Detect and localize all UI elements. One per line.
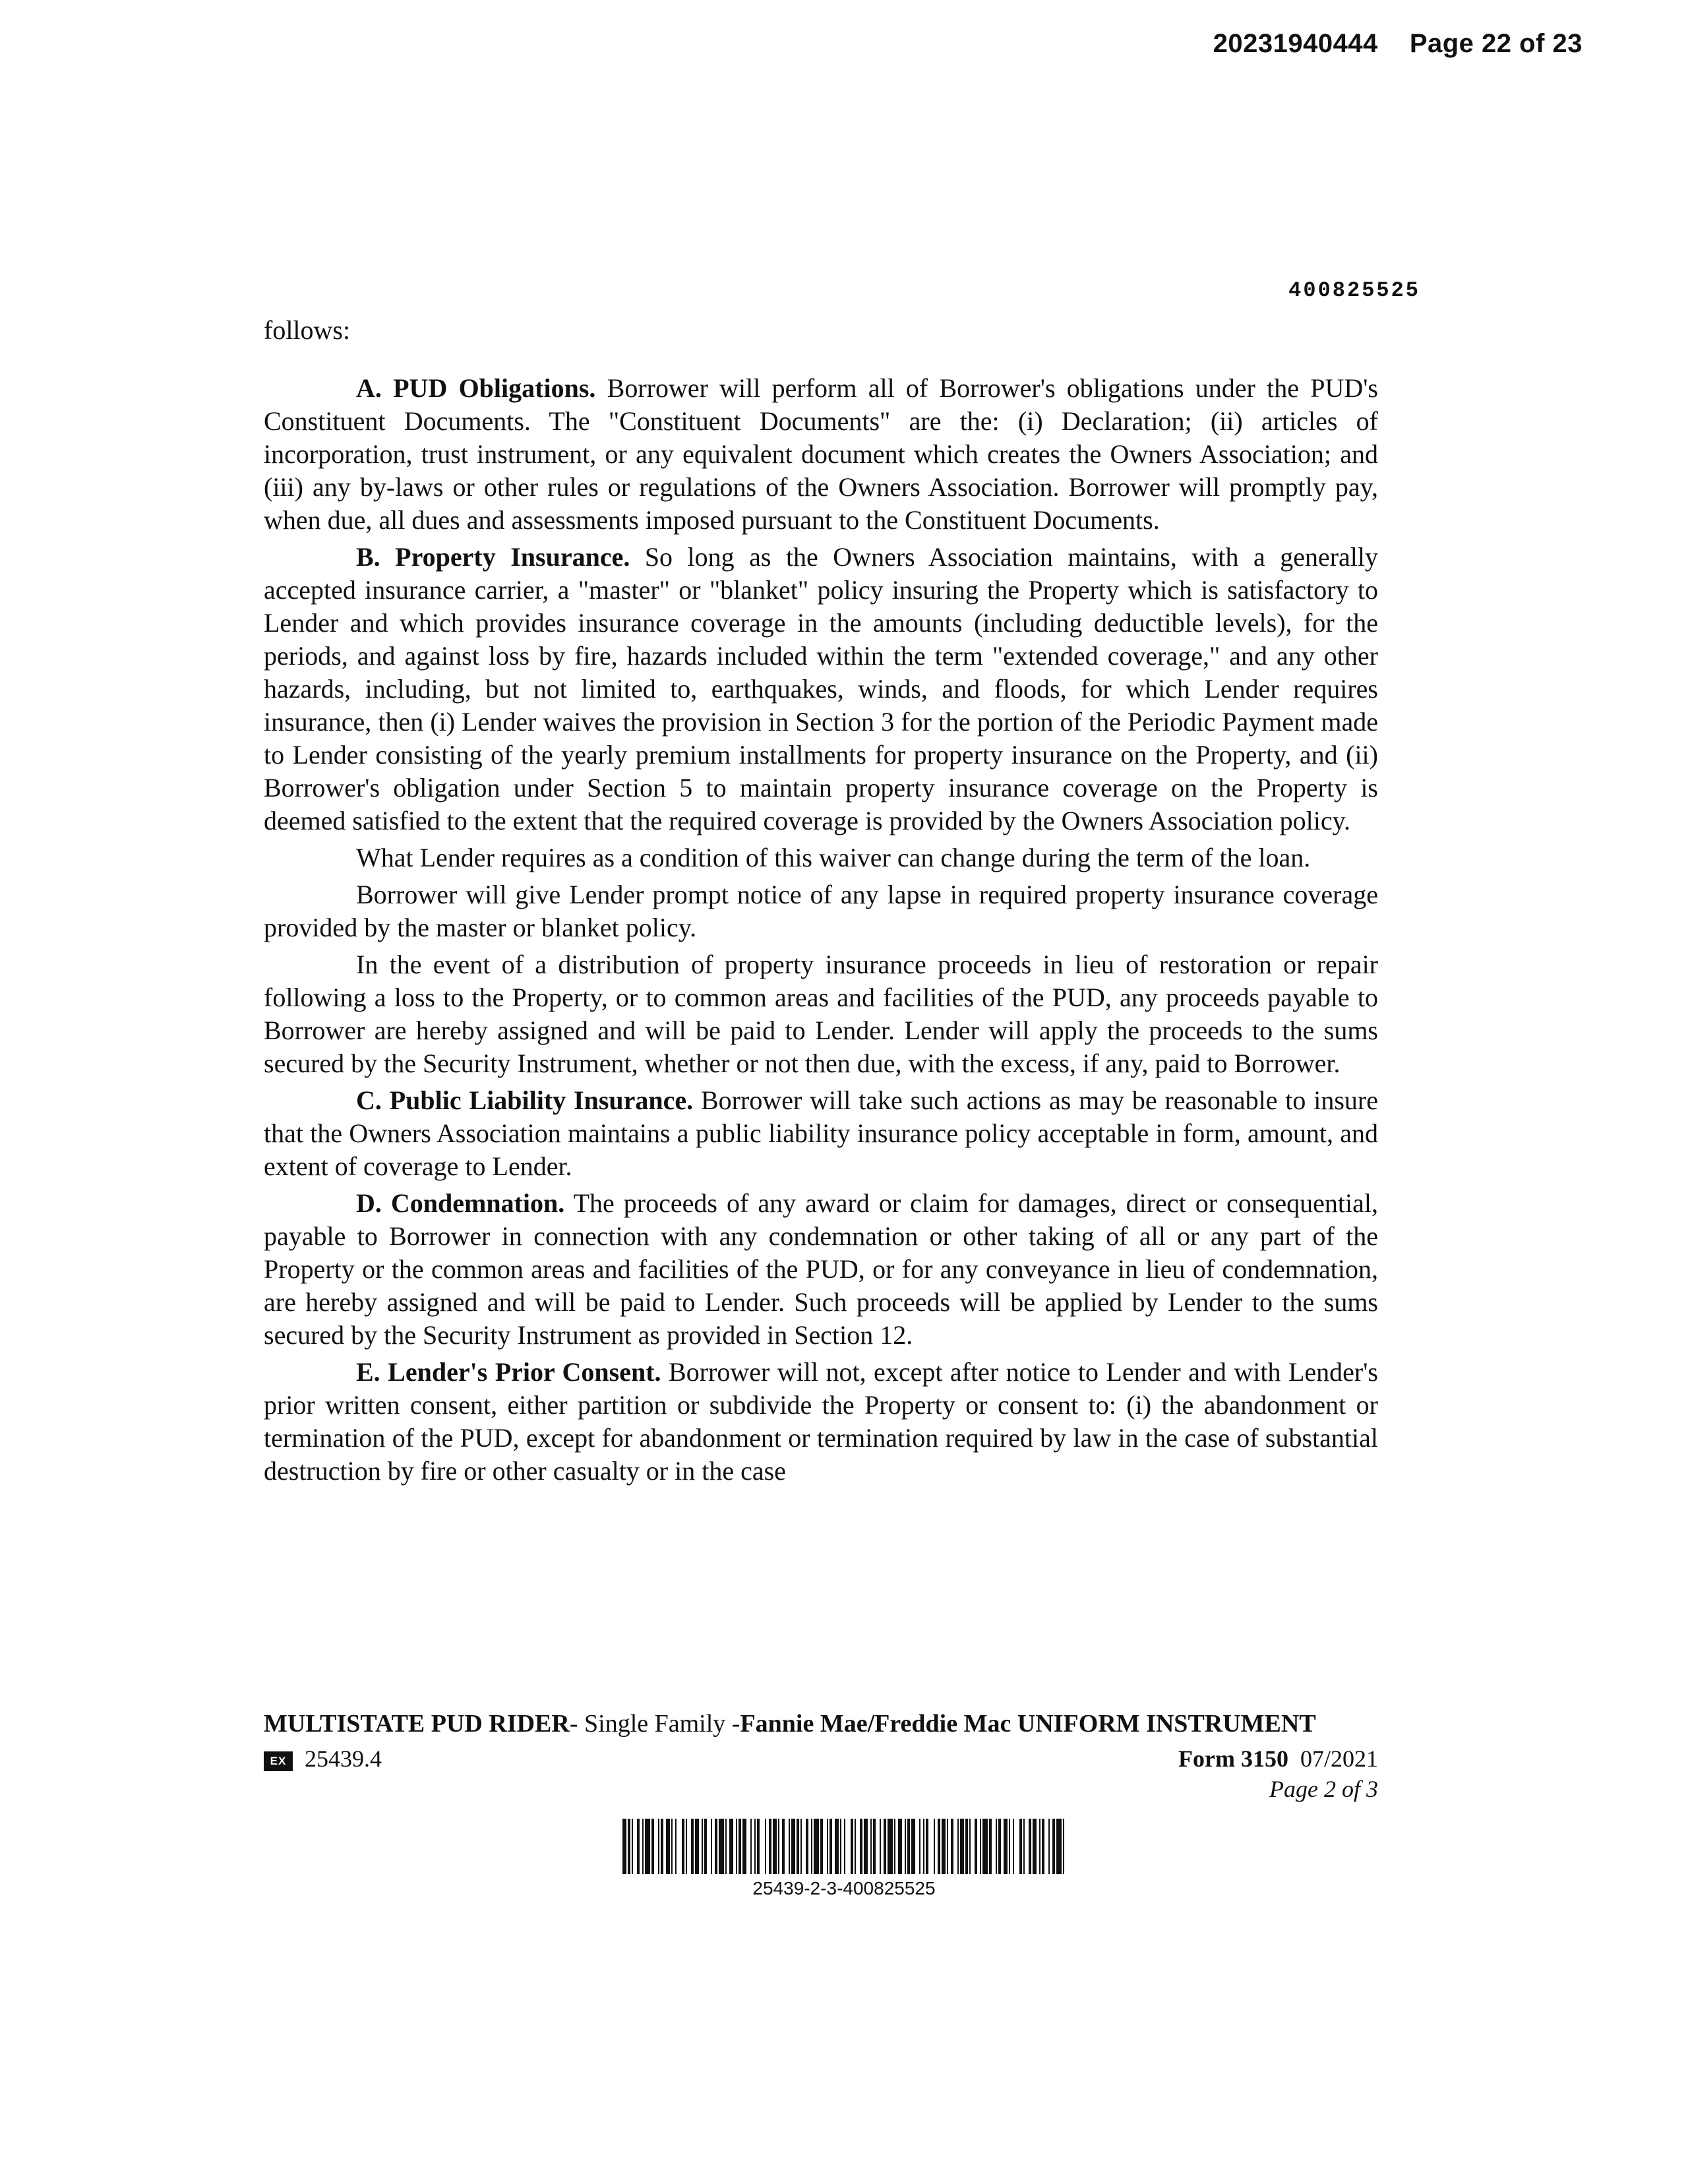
section-b [264,541,1378,837]
paragraph-text: Borrower will give Lender prompt notice of any lapse in required property insurance coverage provided by the master or blanket policy. [264,880,1378,942]
section-heading: A. PUD Obligations. [356,373,596,403]
section-c [264,1084,1378,1183]
section-d [264,1187,1378,1352]
section-a [264,372,1378,537]
form-info [1178,1744,1378,1804]
barcode-caption: 25439-2-3-400825525 [752,1878,936,1898]
form-code-block [264,1744,382,1774]
barcode [620,1819,1068,1899]
instrument-name: Fannie Mae/Freddie Mac UNIFORM INSTRUMENT [740,1710,1316,1738]
section-heading: B. Property Insurance. [356,542,630,572]
paragraph-text: What Lender requires as a condition of this waiver can change during the term of the loan. [356,843,1311,872]
loan-number: 400825525 [1288,278,1420,303]
paragraph-proceeds [264,948,1378,1080]
paragraph-text: In the event of a distribution of property insurance proceeds in lieu of restoration or repair following a loss to the Property, or to common areas and facilities of the PUD, any proceeds payable to Borrower are hereby assigned and will be paid to Lender. Lender will apply the proceeds to the sums secured by the Security Instrument, whether or not then due, with the excess, if any, paid to Borrower. [264,950,1378,1078]
paragraph-notice [264,878,1378,944]
section-text: So long as the Owners Association maintains, with a generally accepted insurance carrier, a "master" or "blanket" policy insuring the Property which is satisfactory to Lender and which provides insurance coverage in the amounts (including deductible levels), for the periods, and against loss by fire, hazards included within the term "extended coverage," and any other hazards, including, but not limited to, earthquakes, winds, and floods, for which Lender requires insurance, then (i) Lender waives the provision in Section 3 for the portion of the Periodic Payment made to Lender consisting of the yearly premium installments for property insurance on the Property, and (ii) Borrower's obligation under Section 5 to maintain property insurance coverage on the Property is deemed satisfied to the extent that the required coverage is provided by the Owners Association policy. [264,542,1378,835]
recording-stamp [1213,29,1582,59]
footer-title [264,1708,1378,1740]
section-heading: C. Public Liability Insurance. [356,1085,694,1115]
form-footer [264,1708,1378,1804]
section-text: Borrower will take such actions as may be reasonable to insure that the Owners Association maintains a public liability insurance policy acceptable in form, amount, and extent of coverage to Lender. [264,1085,1378,1181]
barcode-bars-icon [620,1819,1068,1874]
section-heading: E. Lender's Prior Consent. [356,1357,661,1387]
form-number [1178,1744,1378,1774]
footer-row [264,1744,1378,1804]
rider-name: MULTISTATE PUD RIDER [264,1710,570,1738]
ellie-mae-logo-icon: EX [264,1751,293,1771]
form-page-of: Page 2 of 3 [1269,1776,1378,1802]
section-heading: D. Condemnation. [356,1188,565,1218]
section-text: Borrower will not, except after notice to Lender and with Lender's prior written consent, either partition or subdivide the Property or consent to: (i) the abandonment or termination of the PUD, except for abandonment or termination required by law in the case of substantial destruction by fire or other casualty or in the case [264,1357,1378,1486]
document-number: 20231940444 [1213,29,1378,58]
form-label: Form 3150 [1178,1745,1288,1772]
page-counter: Page 22 of 23 [1409,29,1582,58]
form-code: 25439.4 [305,1745,382,1772]
form-date: 07/2021 [1300,1745,1378,1772]
section-text: Borrower will perform all of Borrower's obligations under the PUD's Constituent Documents. The "Constituent Documents" are the: (i) Declaration; (ii) articles of incorporation, trust instrument, or any equivalent document which creates the Owners Association; and (iii) any by-laws or other rules or regulations of the Owners Association. Borrower will promptly pay, when due, all dues and assessments imposed pursuant to the Constituent Documents. [264,373,1378,535]
rider-type: - Single Family - [569,1710,740,1738]
paragraph-waiver [264,841,1378,874]
rider-body [264,314,1378,1492]
section-text: The proceeds of any award or claim for damages, direct or consequential, payable to Borrower in connection with any condemnation or other taking of all or any part of the Property or the common areas and facilities of the PUD, or for any conveyance in lieu of condemnation, are hereby assigned and will be paid to Lender. Such proceeds will be applied by Lender to the sums secured by the Security Instrument as provided in Section 12. [264,1188,1379,1350]
section-e [264,1356,1378,1488]
intro-text: follows: [264,315,351,345]
